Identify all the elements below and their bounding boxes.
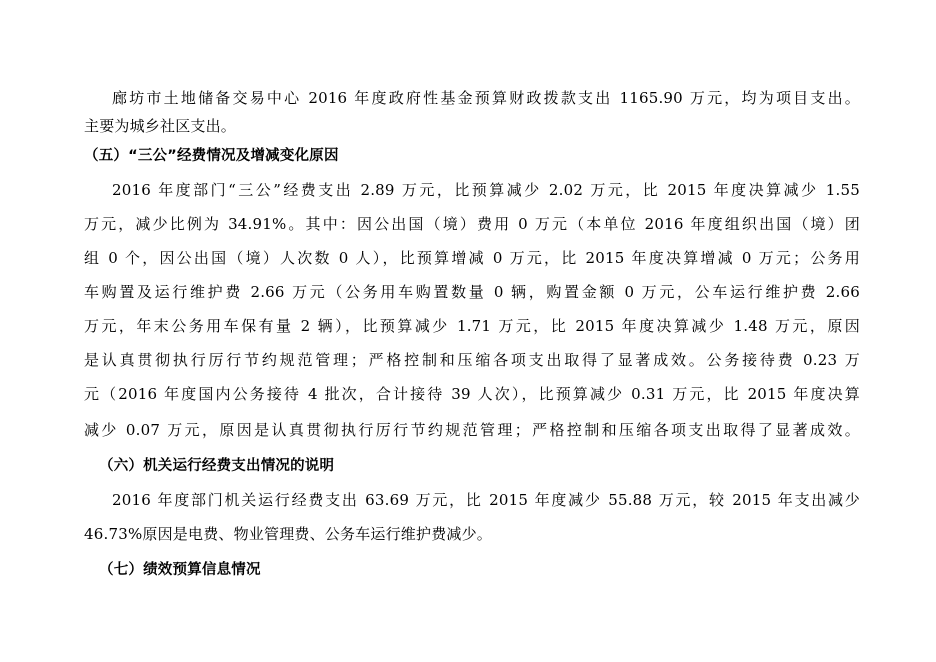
section-heading-five: （五）“三公”经费情况及增减变化原因 <box>84 148 339 164</box>
paragraph-operating-cost-line2: 46.73%原因是电费、物业管理费、公务车运行维护费减少。 <box>84 525 492 543</box>
section-heading-seven: （七）绩效预算信息情况 <box>99 562 261 578</box>
paragraph-operating-cost-line1: 2016 年度部门机关运行经费支出 63.69 万元，比 2015 年度减少 55.88 万元，较 2015 年支出减少 <box>112 491 860 509</box>
paragraph-three-public-line3: 组 0 个，因公出国（境）人次数 0 人），比预算增减 0 万元，比 2015 年度决算增减 0 万元；公务用 <box>84 249 860 267</box>
paragraph-three-public-line4: 车购置及运行维护费 2.66 万元（公务用车购置数量 0 辆，购置金额 0 万元，公车运行维护费 2.66 <box>84 283 860 301</box>
paragraph-three-public-line6: 是认真贯彻执行厉行节约规范管理；严格控制和压缩各项支出取得了显著成效。公务接待费 0.23 万 <box>84 351 860 369</box>
paragraph-three-public-line7: 元（2016 年度国内公务接待 4 批次，合计接待 39 人次），比预算减少 0.31 万元，比 2015 年度决算 <box>84 385 860 403</box>
paragraph-three-public-line8: 减少 0.07 万元，原因是认真贯彻执行厉行节约规范管理；严格控制和压缩各项支出取得了显著成效。 <box>84 421 860 439</box>
paragraph-three-public-line1: 2016 年度部门“三公”经费支出 2.89 万元，比预算减少 2.02 万元，比 2015 年度决算减少 1.55 <box>112 181 860 199</box>
paragraph-fund-expenditure-line1: 廊坊市土地储备交易中心 2016 年度政府性基金预算财政拨款支出 1165.90 万元，均为项目支出。 <box>112 89 860 107</box>
paragraph-fund-expenditure-line2: 主要为城乡社区支出。 <box>84 117 237 135</box>
paragraph-three-public-line2: 万元，减少比例为 34.91%。其中：因公出国（境）费用 0 万元（本单位 2016 年度组织出国（境）团 <box>84 215 860 233</box>
paragraph-three-public-line5: 万元，年末公务用车保有量 2 辆），比预算减少 1.71 万元，比 2015 年度决算减少 1.48 万元，原因 <box>84 317 860 335</box>
section-heading-six: （六）机关运行经费支出情况的说明 <box>99 458 335 474</box>
